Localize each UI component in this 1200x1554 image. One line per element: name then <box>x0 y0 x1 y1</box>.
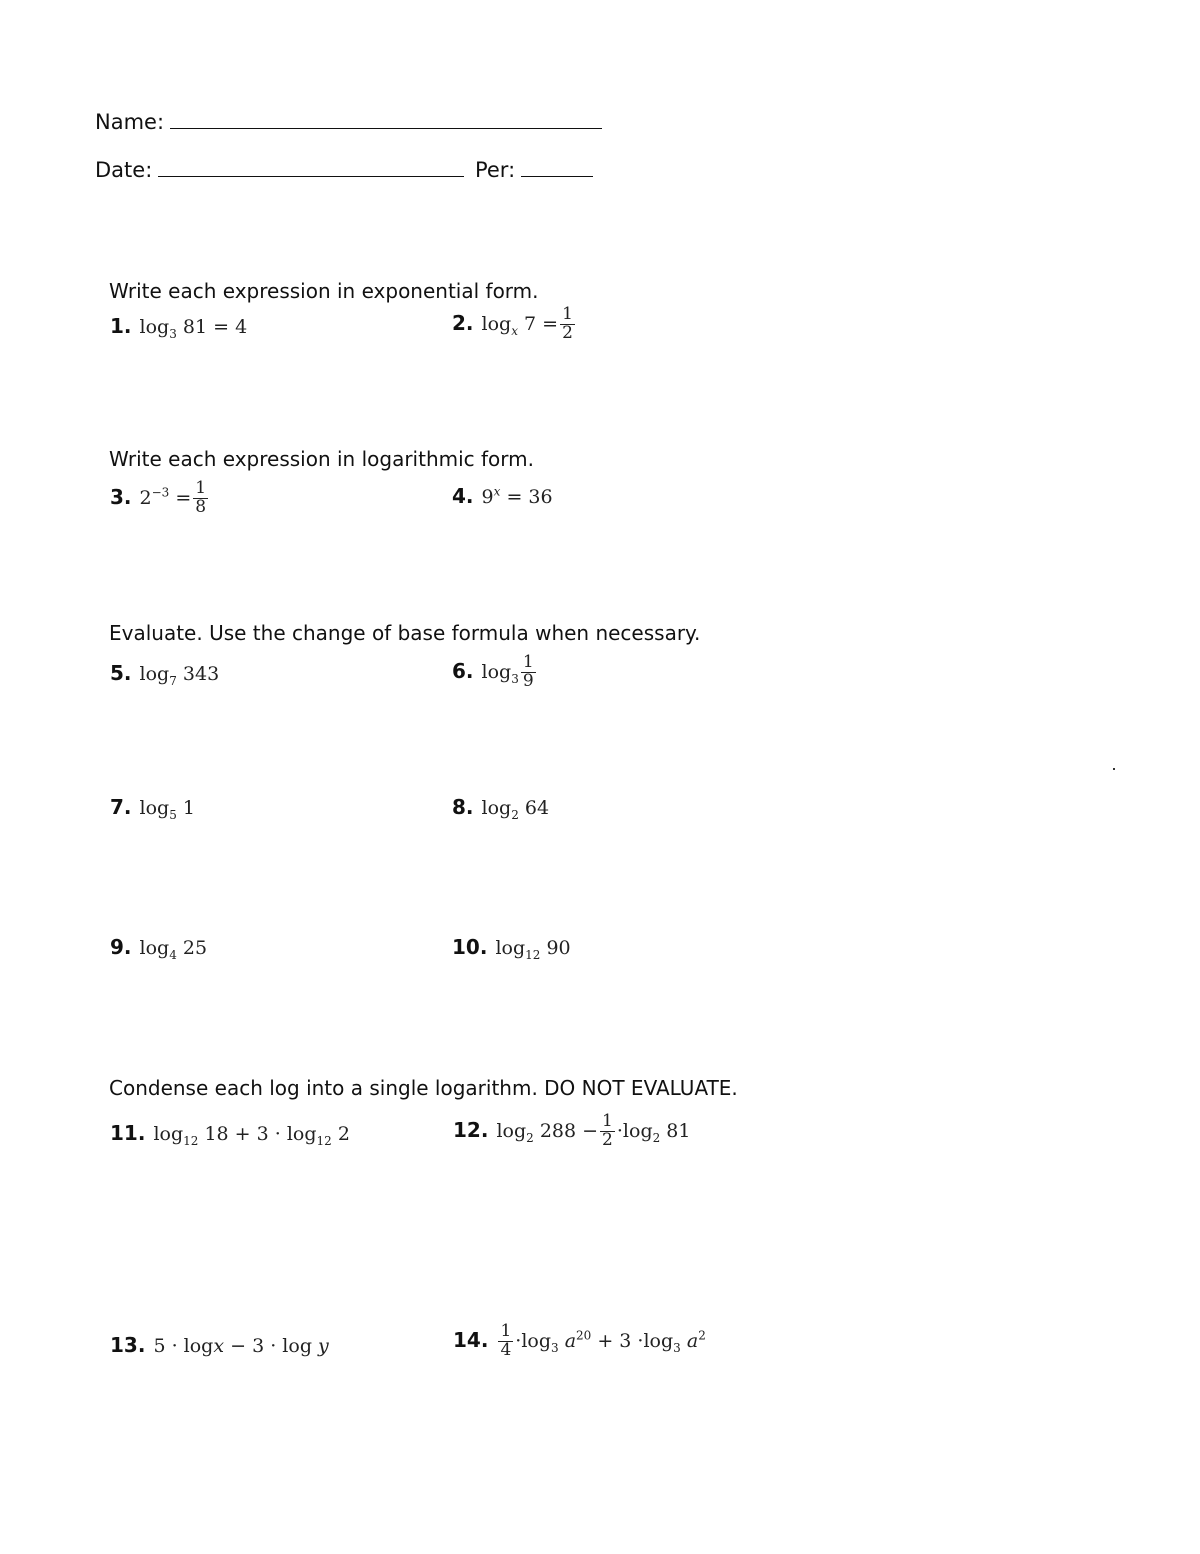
name-line <box>95 108 602 134</box>
instruction-condense: Condense each log into a single logarithm. DO NOT EVALUATE. <box>109 1076 738 1100</box>
name-label: Name: <box>95 110 165 134</box>
problem-3: 3. $2^{-3}$ = $\frac{1}{8}$ <box>110 478 207 517</box>
problem-6: 6. $\log_3$ $\frac{1}{9}$ <box>452 652 534 691</box>
per-label: Per: <box>474 158 516 182</box>
problem-10: 10. $\log_{12} 90$ <box>452 935 571 962</box>
problem-1: 1. $\log_3 81 = 4$ <box>110 314 248 341</box>
name-field[interactable] <box>170 108 602 129</box>
date-field[interactable] <box>158 156 464 177</box>
problem-4: 4. 9$^x$ = 36 <box>452 484 553 509</box>
fraction: $\frac{1}{2}$ <box>602 1111 613 1150</box>
fraction: $\frac{1}{4}$ <box>500 1321 512 1360</box>
instruction-evaluate: Evaluate. Use the change of base formula when necessary. <box>109 621 701 645</box>
problem-12: 12. $\log_2 288$ − $\frac{1}{2}$ $\cdot\log_2$ 81 <box>453 1111 691 1150</box>
instruction-logarithmic: Write each expression in logarithmic form. <box>109 447 534 471</box>
problem-11: 11. $\log_{12} 18 + 3 \cdot \log_{12} 2$ <box>110 1121 350 1148</box>
fraction: $\frac{1}{9}$ <box>522 652 534 691</box>
date-per-line <box>95 156 593 182</box>
problem-5: 5. $\log_7 343$ <box>110 661 220 688</box>
problem-14: 14. $\frac{1}{4}$ $\cdot\log_3$ $a^{20} + 3 \cdot\log_3$ $a^2$ <box>453 1321 706 1360</box>
problem-7: 7. $\log_5 1$ <box>110 795 195 822</box>
problem-8: 8. $\log_2 64$ <box>452 795 550 822</box>
problem-13: 13. 5 · logx − 3 · log y <box>110 1333 329 1357</box>
instruction-exponential: Write each expression in exponential form. <box>109 279 539 303</box>
per-field[interactable] <box>521 156 593 177</box>
stray-mark <box>1113 768 1115 770</box>
problem-9: 9. $\log_4 25$ <box>110 935 208 962</box>
problem-2: 2. $\log_x 7$ = $\frac{1}{2}$ <box>452 304 573 343</box>
fraction: $\frac{1}{2}$ <box>562 304 573 343</box>
fraction: $\frac{1}{8}$ <box>195 478 207 517</box>
date-label: Date: <box>95 158 153 182</box>
